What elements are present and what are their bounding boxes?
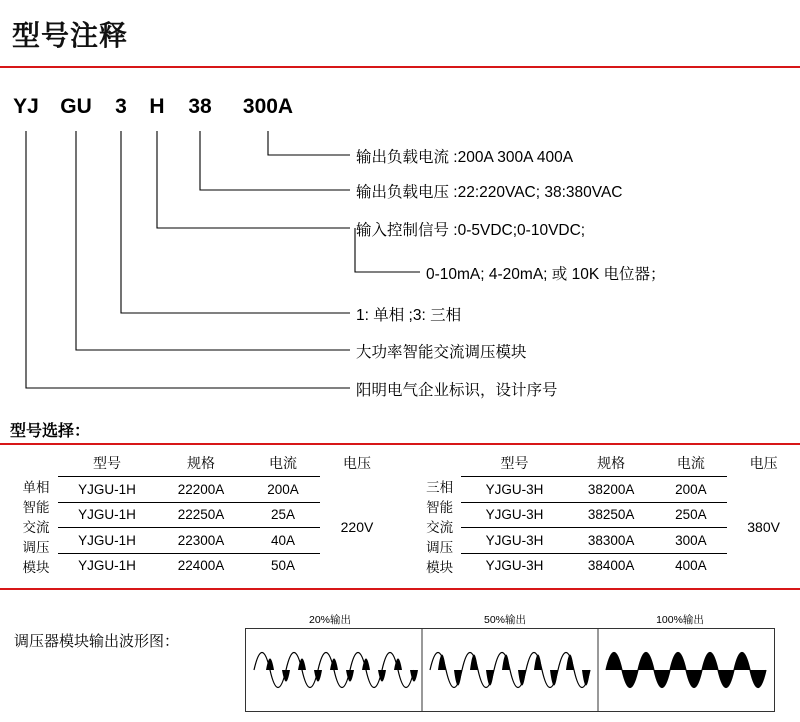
col-header-current: 电流 [246,450,320,477]
side-line-4: 调压 [22,540,50,555]
spec-table-left [58,450,394,578]
annotation-control-signal-2: 0-10mA; 4-20mA; 或 10K 电位器； [426,266,666,283]
spec-table-left-side-label [14,450,58,578]
cell-spec: 22200A [156,477,246,503]
cell-spec: 38200A [568,477,655,503]
cell-spec: 38300A [568,528,655,554]
annotation-brand: 阳明电气企业标识，设计序号 [356,382,558,399]
spec-table-left-wrap [14,450,394,578]
spec-table-right-wrap [418,450,800,578]
code-segment-3: 3 [115,95,127,118]
cell-model: YJGU-1H [58,477,156,503]
cell-voltage: 380V [747,519,780,536]
annotation-module: 大功率智能交流调压模块 [356,344,527,361]
cell-spec: 22250A [156,502,246,528]
table-row [461,477,800,503]
col-header-spec: 规格 [568,450,655,477]
side-line-1: 单相 [22,480,50,495]
col-header-model: 型号 [461,450,567,477]
model-select-label: 型号选择： [10,423,91,440]
code-segment-5: 38 [188,95,212,118]
side-line-1: 三相 [426,480,454,495]
table-divider-top [0,443,800,445]
waveform-caption-50: 50%输出 [483,614,526,626]
cell-model: YJGU-3H [461,502,567,528]
cell-model: YJGU-1H [58,502,156,528]
col-header-model: 型号 [58,450,156,477]
cell-current: 25A [246,502,320,528]
side-line-3: 交流 [426,520,454,535]
col-header-voltage: 电压 [749,455,778,472]
model-code-row [0,95,340,129]
col-header-current: 电流 [654,450,727,477]
waveform-panel-100 [606,653,766,688]
waveform-chart [245,628,775,712]
side-line-4: 调压 [426,540,454,555]
annotation-output-current: 输出负载电流 :200A 300A 400A [356,149,574,166]
waveform-label: 调压器模块输出波形图： [14,633,180,650]
cell-current: 250A [654,502,727,528]
cell-spec: 22300A [156,528,246,554]
side-line-5: 模块 [426,560,454,575]
cell-current: 50A [270,558,296,574]
cell-current: 400A [675,558,707,574]
cell-current: 40A [246,528,320,554]
waveform-panel-50 [430,653,590,688]
cell-current: 200A [654,477,727,503]
annotation-output-voltage: 输出负载电压 :22:220VAC; 38:380VAC [356,184,623,201]
code-segment-2: GU [60,95,92,118]
cell-spec: 22400A [177,558,225,574]
side-line-3: 交流 [22,520,50,535]
side-line-2: 智能 [22,500,50,515]
code-segment-1: YJ [13,95,39,118]
table-divider-bottom [0,588,800,590]
waveform-caption-20: 20%输出 [308,614,351,626]
waveform-panel-20 [254,653,418,688]
title-divider [0,66,800,68]
cell-model: YJGU-1H [58,528,156,554]
cell-model: YJGU-3H [485,558,544,574]
page-title: 型号注释 [12,20,129,51]
cell-spec: 38250A [568,502,655,528]
spec-table-right-side-label [418,450,461,578]
side-line-5: 模块 [22,560,50,575]
code-segment-6: 300A [242,95,294,118]
annotation-phase: 1: 单相 ;3: 三相 [356,307,462,324]
table-header-row [461,450,800,477]
cell-model: YJGU-3H [461,477,567,503]
waveform-svg [246,629,774,711]
waveform-caption-100: 100%输出 [656,614,704,626]
code-segment-4: H [149,95,165,118]
spec-table-right [461,450,800,578]
cell-current: 300A [654,528,727,554]
cell-voltage: 220V [340,519,374,536]
cell-model: YJGU-1H [78,558,136,574]
cell-spec: 38400A [587,558,635,574]
table-row [58,477,394,503]
col-header-spec: 规格 [156,450,246,477]
annotation-control-signal: 输入控制信号 :0-5VDC;0-10VDC; [356,222,586,239]
col-header-voltage: 电压 [343,455,371,472]
cell-model: YJGU-3H [461,528,567,554]
table-header-row [58,450,394,477]
side-line-2: 智能 [426,500,454,515]
cell-current: 200A [246,477,320,503]
